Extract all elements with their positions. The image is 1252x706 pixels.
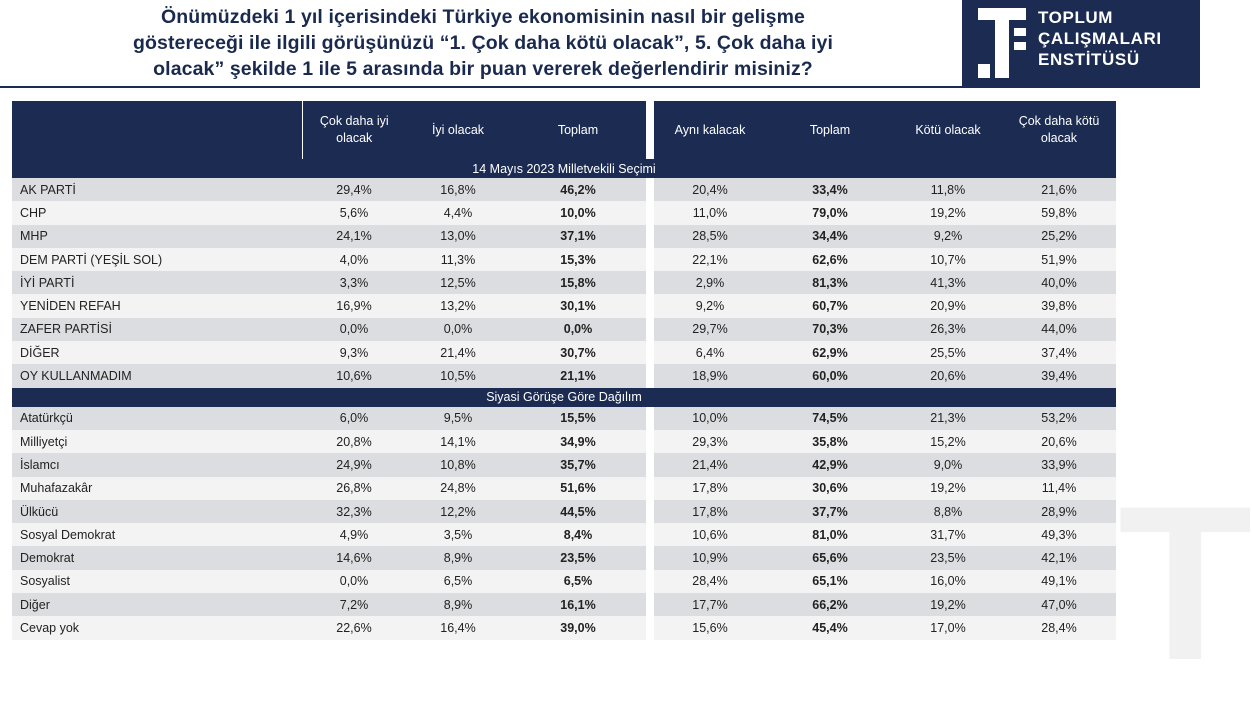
table-cell: 10,9% <box>654 546 766 569</box>
column-gap <box>646 593 654 616</box>
header-divider <box>0 86 1200 88</box>
row-label: Diğer <box>12 593 302 616</box>
table-cell: 11,4% <box>1002 477 1116 500</box>
table-row <box>12 546 1116 569</box>
column-header-blank <box>12 101 302 159</box>
table-cell: 4,4% <box>406 201 510 224</box>
column-gap <box>646 318 654 341</box>
table-cell: 19,2% <box>894 201 1002 224</box>
table-cell: 0,0% <box>406 318 510 341</box>
table-cell: 10,5% <box>406 364 510 387</box>
table-cell: 17,0% <box>894 616 1002 639</box>
table-cell: 47,0% <box>1002 593 1116 616</box>
column-gap <box>646 407 654 430</box>
row-label: DEM PARTİ (YEŞİL SOL) <box>12 248 302 271</box>
table-cell: 16,4% <box>406 616 510 639</box>
table-cell: 13,2% <box>406 294 510 317</box>
page-title <box>8 4 958 82</box>
table-row <box>12 477 1116 500</box>
table-cell: 13,0% <box>406 225 510 248</box>
table-cell: 10,0% <box>510 201 646 224</box>
table-cell: 17,7% <box>654 593 766 616</box>
table-cell: 16,8% <box>406 178 510 201</box>
table-cell: 49,3% <box>1002 523 1116 546</box>
table-cell: 20,6% <box>894 364 1002 387</box>
table-cell: 26,8% <box>302 477 406 500</box>
table-cell: 49,1% <box>1002 570 1116 593</box>
row-label: İYİ PARTİ <box>12 271 302 294</box>
column-header-row <box>12 101 1116 159</box>
column-header: İyi olacak <box>406 101 510 159</box>
table-cell: 6,5% <box>406 570 510 593</box>
table-cell: 79,0% <box>766 201 894 224</box>
section-header-row <box>12 388 1116 407</box>
logo-line: TOPLUM <box>1038 8 1114 27</box>
logo-text <box>1038 7 1162 70</box>
table-cell: 65,6% <box>766 546 894 569</box>
table-row <box>12 318 1116 341</box>
table-cell: 0,0% <box>302 318 406 341</box>
column-gap <box>646 294 654 317</box>
column-header: Kötü olacak <box>894 101 1002 159</box>
table-cell: 21,6% <box>1002 178 1116 201</box>
table-cell: 19,2% <box>894 477 1002 500</box>
table-row <box>12 407 1116 430</box>
table-cell: 10,0% <box>654 407 766 430</box>
table-cell: 15,2% <box>894 430 1002 453</box>
table-cell: 39,4% <box>1002 364 1116 387</box>
column-gap <box>646 546 654 569</box>
row-label: Ülkücü <box>12 500 302 523</box>
row-label: OY KULLANMADIM <box>12 364 302 387</box>
table-cell: 8,4% <box>510 523 646 546</box>
table-row <box>12 201 1116 224</box>
table-cell: 44,5% <box>510 500 646 523</box>
table-cell: 3,3% <box>302 271 406 294</box>
column-gap <box>646 201 654 224</box>
column-gap <box>646 341 654 364</box>
watermark-letter: T <box>1118 460 1252 706</box>
column-header: Çok daha kötü olacak <box>1002 101 1116 159</box>
column-header: Çok daha iyi olacak <box>302 101 406 159</box>
table-cell: 25,5% <box>894 341 1002 364</box>
row-label: CHP <box>12 201 302 224</box>
table-cell: 42,9% <box>766 453 894 476</box>
table-cell: 11,3% <box>406 248 510 271</box>
table-cell: 14,1% <box>406 430 510 453</box>
table-cell: 15,6% <box>654 616 766 639</box>
table-cell: 18,9% <box>654 364 766 387</box>
table-cell: 29,4% <box>302 178 406 201</box>
row-label: Demokrat <box>12 546 302 569</box>
table-cell: 51,9% <box>1002 248 1116 271</box>
table-row <box>12 593 1116 616</box>
table-cell: 29,7% <box>654 318 766 341</box>
table-cell: 8,9% <box>406 593 510 616</box>
section-header-row <box>12 159 1116 178</box>
table-row <box>12 523 1116 546</box>
table-row <box>12 616 1116 639</box>
table-cell: 14,6% <box>302 546 406 569</box>
table-cell: 6,5% <box>510 570 646 593</box>
table-row <box>12 271 1116 294</box>
table-cell: 15,5% <box>510 407 646 430</box>
table-cell: 12,5% <box>406 271 510 294</box>
table-cell: 25,2% <box>1002 225 1116 248</box>
table-cell: 9,0% <box>894 453 1002 476</box>
column-gap <box>646 570 654 593</box>
logo-line: ÇALIŞMALARI <box>1038 29 1162 48</box>
table-cell: 2,9% <box>654 271 766 294</box>
table-cell: 35,8% <box>766 430 894 453</box>
title-line: Önümüzdeki 1 yıl içerisindeki Türkiye ekonomisinin nasıl bir gelişme <box>160 6 805 28</box>
table-row <box>12 500 1116 523</box>
table-cell: 59,8% <box>1002 201 1116 224</box>
table-cell: 0,0% <box>302 570 406 593</box>
table-cell: 62,9% <box>766 341 894 364</box>
row-label: Sosyal Demokrat <box>12 523 302 546</box>
table-cell: 29,3% <box>654 430 766 453</box>
column-gap <box>646 178 654 201</box>
table-cell: 10,8% <box>406 453 510 476</box>
table-row <box>12 225 1116 248</box>
column-header: Toplam <box>766 101 894 159</box>
table-row <box>12 341 1116 364</box>
table-cell: 16,9% <box>302 294 406 317</box>
header <box>0 0 1200 88</box>
table-row <box>12 430 1116 453</box>
column-gap <box>646 430 654 453</box>
logo <box>962 0 1200 86</box>
column-gap <box>646 523 654 546</box>
table-cell: 30,1% <box>510 294 646 317</box>
row-label: Milliyetçi <box>12 430 302 453</box>
table-cell: 39,8% <box>1002 294 1116 317</box>
table-cell: 19,2% <box>894 593 1002 616</box>
table-cell: 66,2% <box>766 593 894 616</box>
table-cell: 10,7% <box>894 248 1002 271</box>
column-gap <box>646 271 654 294</box>
table-cell: 62,6% <box>766 248 894 271</box>
table-cell: 33,4% <box>766 178 894 201</box>
table-row <box>12 178 1116 201</box>
logo-mark-icon <box>978 8 1026 78</box>
row-label: Muhafazakâr <box>12 477 302 500</box>
table-cell: 30,6% <box>766 477 894 500</box>
table-cell: 8,8% <box>894 500 1002 523</box>
table-cell: 3,5% <box>406 523 510 546</box>
table-cell: 24,1% <box>302 225 406 248</box>
column-gap <box>646 364 654 387</box>
column-gap <box>646 453 654 476</box>
table-cell: 31,7% <box>894 523 1002 546</box>
table-cell: 37,4% <box>1002 341 1116 364</box>
table-cell: 34,9% <box>510 430 646 453</box>
table-cell: 20,6% <box>1002 430 1116 453</box>
table-cell: 23,5% <box>510 546 646 569</box>
table-cell: 21,3% <box>894 407 1002 430</box>
row-label: İslamcı <box>12 453 302 476</box>
column-header: Aynı kalacak <box>654 101 766 159</box>
table-cell: 11,0% <box>654 201 766 224</box>
table-cell: 12,2% <box>406 500 510 523</box>
table-cell: 60,0% <box>766 364 894 387</box>
table-cell: 51,6% <box>510 477 646 500</box>
row-label: YENİDEN REFAH <box>12 294 302 317</box>
row-label: MHP <box>12 225 302 248</box>
table-cell: 24,9% <box>302 453 406 476</box>
table-cell: 9,5% <box>406 407 510 430</box>
title-line: olacak” şekilde 1 ile 5 arasında bir puan vererek değerlendirir misiniz? <box>153 58 813 80</box>
table-cell: 70,3% <box>766 318 894 341</box>
table-cell: 21,1% <box>510 364 646 387</box>
table-cell: 10,6% <box>302 364 406 387</box>
table-cell: 10,6% <box>654 523 766 546</box>
table-cell: 40,0% <box>1002 271 1116 294</box>
table-cell: 74,5% <box>766 407 894 430</box>
section-title: 14 Mayıs 2023 Milletvekili Seçimi <box>12 159 1116 178</box>
table-cell: 20,8% <box>302 430 406 453</box>
table-cell: 6,0% <box>302 407 406 430</box>
table-cell: 28,4% <box>1002 616 1116 639</box>
table-cell: 15,3% <box>510 248 646 271</box>
table-cell: 22,6% <box>302 616 406 639</box>
table-cell: 0,0% <box>510 318 646 341</box>
table-cell: 45,4% <box>766 616 894 639</box>
table-cell: 44,0% <box>1002 318 1116 341</box>
title-line: göstereceği ile ilgili görüşünüzü “1. Çok daha kötü olacak”, 5. Çok daha iyi <box>132 32 833 54</box>
table-cell: 7,2% <box>302 593 406 616</box>
table-cell: 28,5% <box>654 225 766 248</box>
table-cell: 32,3% <box>302 500 406 523</box>
table-cell: 28,9% <box>1002 500 1116 523</box>
table-row <box>12 294 1116 317</box>
table-cell: 41,3% <box>894 271 1002 294</box>
table-cell: 17,8% <box>654 500 766 523</box>
column-gap <box>646 616 654 639</box>
table-cell: 9,2% <box>894 225 1002 248</box>
table-cell: 9,2% <box>654 294 766 317</box>
table-cell: 20,4% <box>654 178 766 201</box>
table-cell: 53,2% <box>1002 407 1116 430</box>
table-cell: 6,4% <box>654 341 766 364</box>
column-gap <box>646 500 654 523</box>
column-header: Toplam <box>510 101 646 159</box>
table-cell: 4,0% <box>302 248 406 271</box>
table-cell: 81,0% <box>766 523 894 546</box>
table-cell: 5,6% <box>302 201 406 224</box>
row-label: Sosyalist <box>12 570 302 593</box>
table-cell: 16,1% <box>510 593 646 616</box>
table-cell: 65,1% <box>766 570 894 593</box>
section-title: Siyasi Görüşe Göre Dağılım <box>12 388 1116 407</box>
table-cell: 21,4% <box>654 453 766 476</box>
table-row <box>12 453 1116 476</box>
results-table <box>12 101 1116 640</box>
table-row <box>12 364 1116 387</box>
column-gap <box>646 101 654 159</box>
table-cell: 4,9% <box>302 523 406 546</box>
table-cell: 22,1% <box>654 248 766 271</box>
table-cell: 9,3% <box>302 341 406 364</box>
table-cell: 23,5% <box>894 546 1002 569</box>
table-cell: 28,4% <box>654 570 766 593</box>
table-cell: 20,9% <box>894 294 1002 317</box>
table-cell: 46,2% <box>510 178 646 201</box>
table-cell: 17,8% <box>654 477 766 500</box>
row-label: ZAFER PARTİSİ <box>12 318 302 341</box>
table-cell: 37,7% <box>766 500 894 523</box>
table-cell: 34,4% <box>766 225 894 248</box>
table-cell: 24,8% <box>406 477 510 500</box>
logo-line: ENSTİTÜSÜ <box>1038 50 1140 69</box>
table-cell: 15,8% <box>510 271 646 294</box>
table-cell: 81,3% <box>766 271 894 294</box>
table-cell: 30,7% <box>510 341 646 364</box>
table-cell: 33,9% <box>1002 453 1116 476</box>
table-cell: 35,7% <box>510 453 646 476</box>
column-gap <box>646 225 654 248</box>
table-cell: 26,3% <box>894 318 1002 341</box>
row-label: AK PARTİ <box>12 178 302 201</box>
row-label: DİĞER <box>12 341 302 364</box>
column-gap <box>646 477 654 500</box>
row-label: Cevap yok <box>12 616 302 639</box>
table-cell: 11,8% <box>894 178 1002 201</box>
table-row <box>12 248 1116 271</box>
column-gap <box>646 248 654 271</box>
table-cell: 37,1% <box>510 225 646 248</box>
table-cell: 60,7% <box>766 294 894 317</box>
table-cell: 16,0% <box>894 570 1002 593</box>
table-cell: 42,1% <box>1002 546 1116 569</box>
table-cell: 21,4% <box>406 341 510 364</box>
table-cell: 39,0% <box>510 616 646 639</box>
row-label: Atatürkçü <box>12 407 302 430</box>
table-cell: 8,9% <box>406 546 510 569</box>
table-row <box>12 570 1116 593</box>
